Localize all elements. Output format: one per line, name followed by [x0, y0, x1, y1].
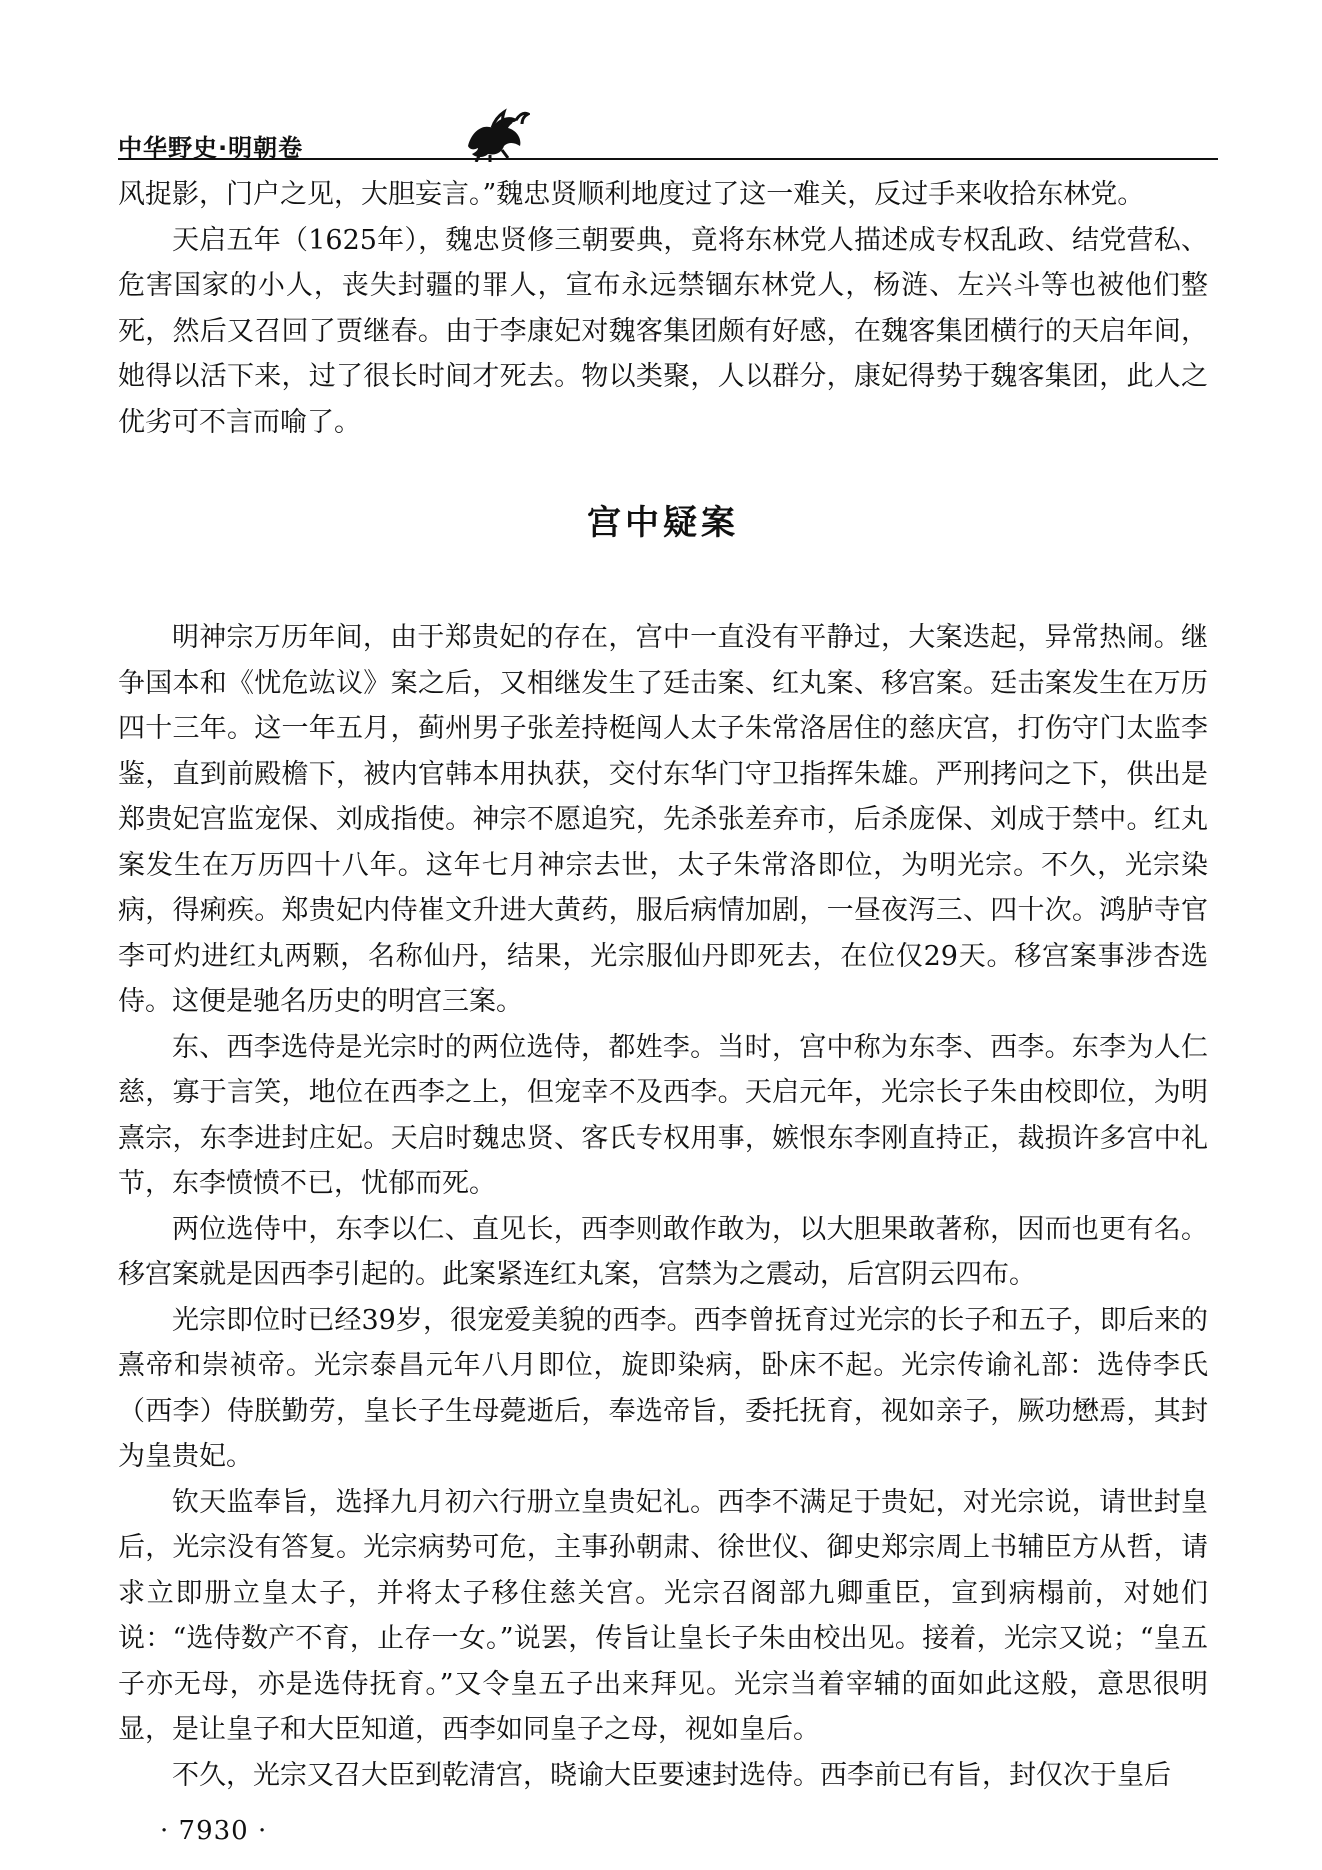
section-title: 宫中疑案 [587, 503, 739, 543]
book-title: 中华野史·明朝卷 [118, 134, 304, 162]
paragraph: 不久，光宗又召大臣到乾清宫，晓谕大臣要速封选侍。西李前已有旨，封仅次于皇后 [172, 1759, 1171, 1791]
header-rule [118, 158, 1218, 160]
paragraph: 两位选侍中，东李以仁、直见长，西李则敢作敢为，以大胆果敢著称，因而也更有名。移宫案就是因西李引起的。此案紧连红丸案，宫禁为之震动，后宫阴云四布。 [118, 1213, 1208, 1290]
paragraph: 天启五年（1625年），魏忠贤修三朝要典，竟将东林党人描述成专权乱政、结党营私、危害国家的小人，丧失封疆的罪人，宣布永远禁锢东林党人，杨涟、左兴斗等也被他们整死，然后又召回了贾继春。由于李康妃对魏客集团颇有好感，在魏客集团横行的天启年间，她得以活下来，过了很长时间才死去。物以类聚，人以群分，康妃得势于魏客集团，此人之优劣可不言而喻了。 [118, 224, 1208, 438]
dragon-emblem-icon [458, 100, 530, 162]
paragraph: 光宗即位时已经39岁，很宠爱美貌的西李。西李曾抚育过光宗的长子和五子，即后来的熹帝和崇祯帝。光宗泰昌元年八月即位，旋即染病，卧床不起。光宗传谕礼部：选侍李氏（西李）侍朕勤劳，皇长子生母薨逝后，奉选帝旨，委托抚育，视如亲子，厥功懋焉，其封为皇贵妃。 [118, 1304, 1208, 1472]
page-number: · 7930 · [160, 1816, 268, 1846]
page-body [118, 172, 1208, 1798]
paragraph: 明神宗万历年间，由于郑贵妃的存在，宫中一直没有平静过，大案迭起，异常热闹。继争国本和《忧危竑议》案之后，又相继发生了廷击案、红丸案、移宫案。廷击案发生在万历四十三年。这一年五月，蓟州男子张差持梃闯人太子朱常洛居住的慈庆宫，打伤守门太监李鉴，直到前殿檐下，被内官韩本用执获，交付东华门守卫指挥朱雄。严刑拷问之下，供出是郑贵妃宫监宠保、刘成指使。神宗不愿追究，先杀张差弃市，后杀庞保、刘成于禁中。红丸案发生在万历四十八年。这年七月神宗去世，太子朱常洛即位，为明光宗。不久，光宗染病，得痢疾。郑贵妃内侍崔文升进大黄药，服后病情加剧，一昼夜泻三、四十次。鸿胪寺官李可灼进红丸两颗，名称仙丹，结果，光宗服仙丹即死去，在位仅29天。移宫案事涉杏选侍。这便是驰名历史的明宫三案。 [118, 622, 1208, 1017]
paragraph: 钦天监奉旨，选择九月初六行册立皇贵妃礼。西李不满足于贵妃，对光宗说，请世封皇后，光宗没有答复。光宗病势可危，主事孙朝肃、徐世仪、御史郑宗周上书辅臣方从哲，请求立即册立皇太子，并将太子移住慈关宫。光宗召阁部九卿重臣，宣到病榻前，对她们说：“选侍数产不育，止存一女。”说罢，传旨让皇长子朱由校出见。接着，光宗又说；“皇五子亦无母，亦是选侍抚育。”又令皇五子出来拜见。光宗当着宰辅的面如此这般，意思很明显，是让皇子和大臣知道，西李如同皇子之母，视如皇后。 [118, 1486, 1208, 1745]
paragraph: 风捉影，门户之见，大胆妄言。”魏忠贤顺利地度过了这一难关，反过手来收拾东林党。 [118, 179, 1145, 210]
paragraph: 东、西李选侍是光宗时的两位选侍，都姓李。当时，宫中称为东李、西李。东李为人仁慈，寡于言笑，地位在西李之上，但宠幸不及西李。天启元年，光宗长子朱由校即位，为明熹宗，东李进封庄妃。天启时魏忠贤、客氏专权用事，嫉恨东李刚直持正，裁损许多宫中礼节，东李愤愤不已，忧郁而死。 [118, 1031, 1208, 1199]
